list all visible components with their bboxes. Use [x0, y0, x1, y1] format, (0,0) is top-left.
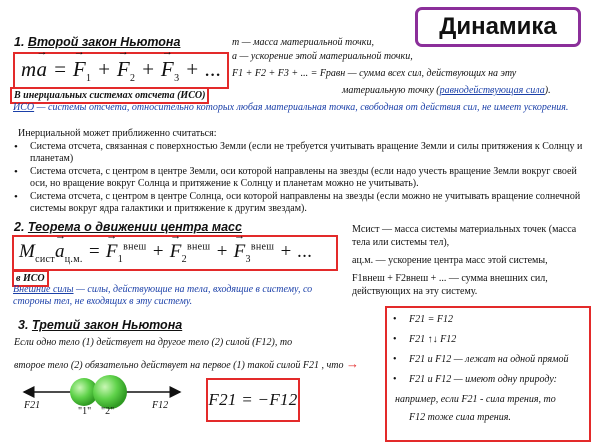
- force-f21-label: F21: [24, 400, 41, 411]
- newton3-statement: [14, 337, 374, 373]
- newton2-formula: m→ a = → $F_1$ + → $F_2$ + → $F_3$ + ...: [15, 57, 222, 84]
- external-forces-definition: Внешние силы — силы, действующие на тела, входящие в систему, со стороны тел, не входящих в эту систему.: [13, 284, 313, 307]
- page-title: Динамика: [439, 13, 557, 40]
- list-item: • Система отсчета, связанная с поверхностью Земли (если не требуется учитывать вращение Земли и силы притяжения к Солнцу и планетам): [8, 141, 586, 165]
- section-1-number: 1.: [14, 35, 25, 49]
- iso-term: ИСО: [13, 102, 35, 113]
- body-2-ball: [93, 375, 127, 409]
- legend-acceleration: a — ускорение этой материальной точки,: [232, 51, 413, 63]
- body-2-label: "2": [101, 406, 115, 417]
- newton3-formula: F21 = −F12: [208, 390, 298, 409]
- property-item: • F21 ↑↓ F12: [393, 334, 457, 345]
- approx-intro: Инерциальной может приближенно считаться:: [18, 128, 217, 139]
- cm-formula: $M_{сист}\to a_{ц.м.}$ = → $F_1^{внеш}$ + → $F_2^{внеш}$ + → $F_3^{внеш}$ + ...: [14, 241, 313, 265]
- section-2-heading: [14, 220, 242, 234]
- section-1-title: Второй закон Ньютона: [27, 35, 181, 49]
- property-example: например, если F21 - сила трения, то: [395, 394, 556, 405]
- property-item: • F21 и F12 — имеют одну природу:: [393, 374, 557, 385]
- iso-definition: ИСО — системы отсчета, относительно которых любая материальная точка, свободная от действия сил, не имеет ускорения.: [13, 102, 569, 113]
- property-example-end: F12 тоже сила трения.: [409, 412, 511, 423]
- section-3-heading: [18, 318, 182, 332]
- iso-tag: В инерциальных системах отсчета (ИСО): [10, 87, 209, 104]
- legend-sum-forces: F1 + F2 + F3 + ... = Fравн — сумма всех сил, действующих на эту: [232, 67, 517, 79]
- inertial-frames-list: [8, 141, 586, 216]
- list-item: • Система отсчета, с центром в центре Земли, оси которой направлены на звезды (если надо учесть вращение Земли вокруг своей оси, но вращение вокруг Солнца и притяжение к Солнцу и планетам можно не учитывать).: [8, 166, 586, 190]
- force-f12-label: F12: [152, 400, 169, 411]
- newton3-properties-box: [385, 306, 591, 442]
- newton3-formula-box: [206, 378, 300, 422]
- external-forces-term: Внешние силы: [13, 284, 74, 295]
- arrow-right-icon: →: [346, 356, 359, 372]
- legend-cm-acceleration: aц.м. — ускорение центра масс этой системы,: [352, 255, 548, 266]
- legend-system-mass: Mсист — масса системы материальных точек (масса тела или системы тел),: [352, 224, 577, 248]
- list-item: • Система отсчета, с центром в центре Солнца, оси которой направлены на звезды (если можно не учитывать вращение солнечной системы вокруг ядра галактики и притяжение к другим звездам).: [8, 191, 586, 215]
- newton3-line-1: Если одно тело (1) действует на другое тело (2) силой (F12), то: [14, 337, 293, 348]
- property-item: • F21 = F12: [393, 314, 453, 325]
- resultant-force-link[interactable]: равнодействующая сила: [439, 84, 545, 96]
- cm-formula-box: [12, 235, 338, 271]
- section-2-number: 2.: [14, 220, 25, 234]
- property-item: • F21 и F12 — лежат на одной прямой: [393, 354, 569, 365]
- newton2-legend: m — масса материальной точки, a — ускорение этой материальной точки, F1 + F2 + F3 + ... = Fравн — сумма всех сил, действующих на эту материальную точку (равнодействующая сила).: [232, 37, 551, 96]
- newton3-line-2: второе тело (2) обязательно действует на первое (1) такой силой F21 , что: [14, 360, 344, 372]
- legend-external-sum: F1внеш + F2внеш + ... — сумма внешних сил, действующих на эту систему.: [352, 273, 548, 297]
- iso-tag-2: в ИСО: [12, 270, 49, 287]
- cm-legend: [352, 223, 592, 298]
- newton2-formula-box: [13, 52, 229, 89]
- section-3-number: 3.: [18, 318, 29, 332]
- legend-mass: m — масса материальной точки,: [232, 37, 374, 48]
- body-1-label: "1": [78, 406, 92, 417]
- section-3-title: Третий закон Ньютона: [31, 318, 183, 332]
- section-2-title: Теорема о движении центра масс: [27, 220, 242, 234]
